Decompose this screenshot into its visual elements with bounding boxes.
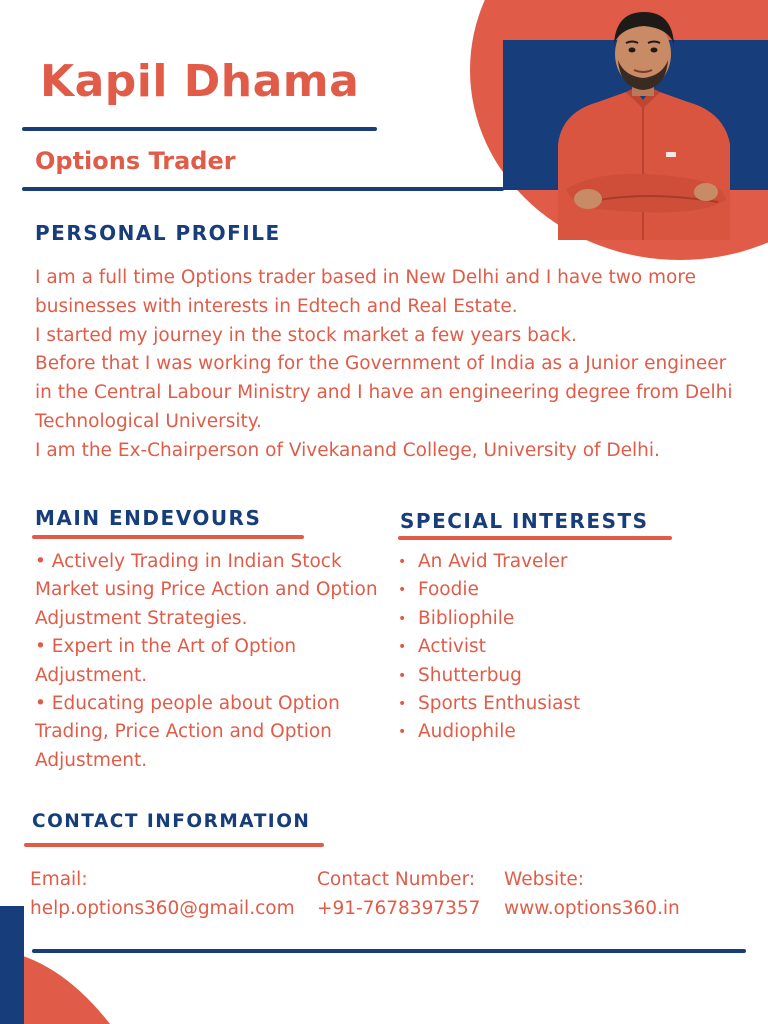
email-block: [30, 865, 295, 923]
main-endeavours-heading: MAIN ENDEVOURS: [35, 506, 262, 530]
email-value[interactable]: help.options360@gmail.com: [30, 898, 295, 919]
title-divider: [22, 187, 504, 191]
profile-paragraph: I am a full time Options trader based in New Delhi and I have two more businesses with interests in Edtech and Real Estate.: [35, 267, 696, 317]
profile-photo: [548, 4, 738, 240]
name-divider: [22, 127, 377, 131]
personal-profile-heading: PERSONAL PROFILE: [35, 221, 281, 245]
website-value[interactable]: www.options360.in: [504, 898, 680, 919]
interests-list: [398, 548, 738, 747]
endeavour-item: • Actively Trading in Indian Stock Market using Price Action and Option Adjustment Strategies.: [35, 551, 378, 629]
endeavours-list: [35, 548, 380, 775]
profile-paragraph: I started my journey in the stock market a few years back.: [35, 324, 577, 346]
interest-item: • Shutterbug: [398, 662, 738, 690]
special-interests-heading: SPECIAL INTERESTS: [400, 509, 649, 533]
phone-value[interactable]: +91-7678397357: [317, 898, 481, 919]
endeavour-item: • Educating people about Option Trading, Price Action and Option Adjustment.: [35, 693, 340, 771]
footer-divider: [32, 949, 746, 953]
endeavours-divider: [32, 535, 304, 539]
profile-paragraph: I am the Ex-Chairperson of Vivekanand College, University of Delhi.: [35, 439, 660, 461]
job-title: Options Trader: [35, 147, 236, 175]
contact-divider: [24, 843, 324, 847]
interest-item: • Audiophile: [398, 718, 738, 746]
website-label: Website:: [504, 869, 584, 890]
interest-item: • Activist: [398, 633, 738, 661]
person-name: Kapil Dhama: [40, 56, 360, 107]
email-label: Email:: [30, 869, 88, 890]
footer-decoration-bar: [0, 906, 24, 1024]
interest-item: • Bibliophile: [398, 605, 738, 633]
endeavour-item: • Expert in the Art of Option Adjustment.: [35, 636, 297, 686]
personal-profile-text: [35, 264, 740, 466]
interests-divider: [398, 536, 672, 540]
phone-block: [317, 865, 480, 923]
contact-information-heading: CONTACT INFORMATION: [32, 811, 311, 832]
phone-label: Contact Number:: [317, 869, 476, 890]
interest-item: • Sports Enthusiast: [398, 690, 738, 718]
interest-item: • An Avid Traveler: [398, 548, 738, 576]
interest-item: • Foodie: [398, 576, 738, 604]
profile-paragraph: Before that I was working for the Government of India as a Junior engineer in the Central Labour Ministry and I have an engineering degree from Delhi Technological University.: [35, 353, 733, 432]
website-block: [504, 865, 680, 923]
